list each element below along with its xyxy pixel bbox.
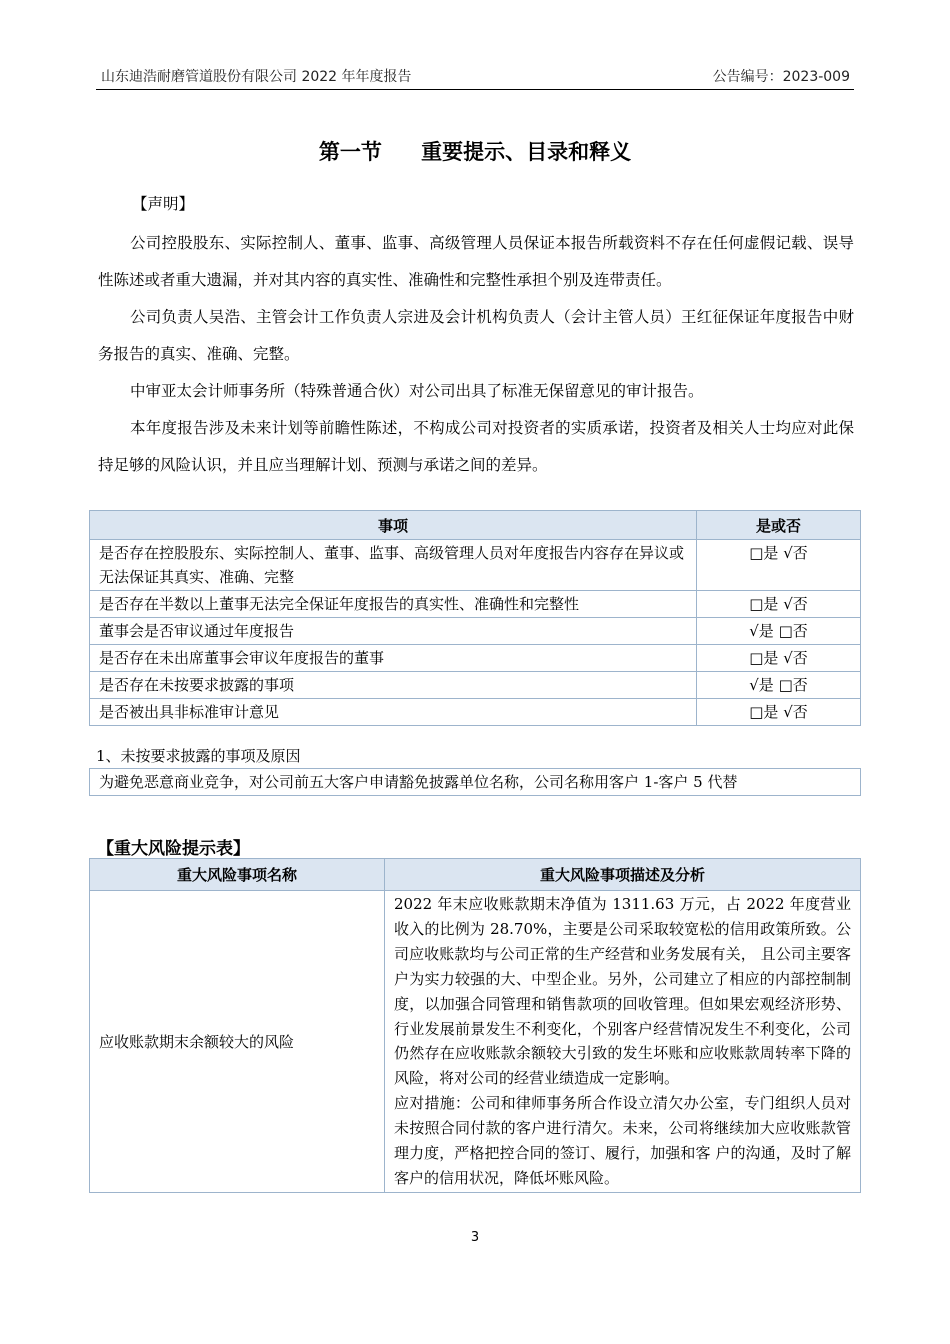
matter-answer: □是 √否: [697, 699, 861, 726]
paragraph-guarantee: 公司控股股东、实际控制人、董事、监事、高级管理人员保证本报告所载资料不存在任何虚假记载、误导性陈述或者重大遗漏，并对其内容的真实性、准确性和完整性承担个别及连带责任。: [98, 234, 854, 289]
paragraph-audit-opinion: 中审亚太会计师事务所（特殊普通合伙）对公司出具了标准无保留意见的审计报告。: [130, 382, 704, 400]
matter-item: 是否存在未出席董事会审议年度报告的董事: [90, 645, 697, 672]
risk-description-analysis: 2022 年末应收账款期末净值为 1311.63 万元，占 2022 年度营业收入的比例为 28.70%，主要是公司采取较宽松的信用政策所致。公司应收账款均与公司正常的生产经营和业务发展有关， 且公司主要客户为实力较强的大、中型企业。另外，公司建立了相应的内部控制制度，以加强合同管理和销售款项的回收管理。但如果宏观经济形势、行业发展前景发生不利变化，个别客户经营情况发生不利变化，公司仍然存在应收账款余额较大引致的发生坏账和应收账款周转率下降的风险，将对公司的经营业绩造成一定影响。: [394, 895, 851, 1088]
matter-answer: √是 □否: [697, 618, 861, 645]
risk-table-header: [90, 859, 861, 891]
section-number: 第一节: [318, 140, 382, 164]
risk-table: [89, 858, 861, 1193]
table-row: [90, 540, 861, 591]
undisclosed-table: [89, 768, 861, 796]
header-announcement-number: 公告编号：2023-009: [712, 69, 850, 85]
matters-header-item: 事项: [90, 511, 697, 540]
undisclosed-reason: 为避免恶意商业竞争，对公司前五大客户申请豁免披露单位名称，公司名称用客户 1-客户 5 代替: [90, 769, 861, 796]
table-row: [90, 618, 861, 645]
risk-header-name: 重大风险事项名称: [90, 859, 385, 891]
matters-table-header: [90, 511, 861, 540]
table-row: [90, 672, 861, 699]
undisclosed-title: 1、未按要求披露的事项及原因: [96, 747, 301, 765]
table-row: [90, 591, 861, 618]
header-company-report: 山东迪浩耐磨管道股份有限公司 2022 年年度报告: [101, 69, 412, 85]
paragraph-forward-looking: 本年度报告涉及未来计划等前瞻性陈述，不构成公司对投资者的实质承诺，投资者及相关人士均应对此保持足够的风险认识，并且应当理解计划、预测与承诺之间的差异。: [98, 419, 854, 474]
risk-table-title: 【重大风险提示表】: [97, 839, 250, 859]
section-heading: 重要提示、目录和释义: [421, 140, 632, 164]
matter-answer: □是 √否: [697, 591, 861, 618]
matters-table: [89, 510, 861, 726]
matter-item: 是否被出具非标准审计意见: [90, 699, 697, 726]
risk-description: [385, 891, 861, 1193]
risk-name: 应收账款期末余额较大的风险: [90, 891, 385, 1193]
matter-item: 是否存在控股股东、实际控制人、董事、监事、高级管理人员对年度报告内容存在异议或无法保证其真实、准确、完整: [90, 540, 697, 591]
table-row: [90, 769, 861, 796]
matter-item: 董事会是否审议通过年度报告: [90, 618, 697, 645]
table-row: [90, 699, 861, 726]
matter-answer: □是 √否: [697, 540, 861, 591]
risk-description-countermeasures: 应对措施：公司和律师事务所合作设立清欠办公室，专门组织人员对未按照合同付款的客户进行清欠。未来，公司将继续加大应收账款管理力度，严格把控合同的签订、履行，加强和客 户的沟通，及时了解客户的信用状况，降低坏账风险。: [394, 1094, 851, 1187]
page-number: 3: [470, 1230, 480, 1245]
table-row: [90, 891, 861, 1193]
matters-header-answer: 是或否: [697, 511, 861, 540]
section-title: [0, 136, 950, 166]
risk-header-description: 重大风险事项描述及分析: [385, 859, 861, 891]
matter-item: 是否存在半数以上董事无法完全保证年度报告的真实性、准确性和完整性: [90, 591, 697, 618]
matter-answer: □是 √否: [697, 645, 861, 672]
header-divider: [96, 89, 854, 90]
table-row: [90, 645, 861, 672]
declaration-label: 【声明】: [132, 195, 195, 213]
matter-answer: √是 □否: [697, 672, 861, 699]
paragraph-responsible-persons: 公司负责人吴浩、主管会计工作负责人宗进及会计机构负责人（会计主管人员）王红征保证年度报告中财务报告的真实、准确、完整。: [98, 308, 854, 363]
matter-item: 是否存在未按要求披露的事项: [90, 672, 697, 699]
